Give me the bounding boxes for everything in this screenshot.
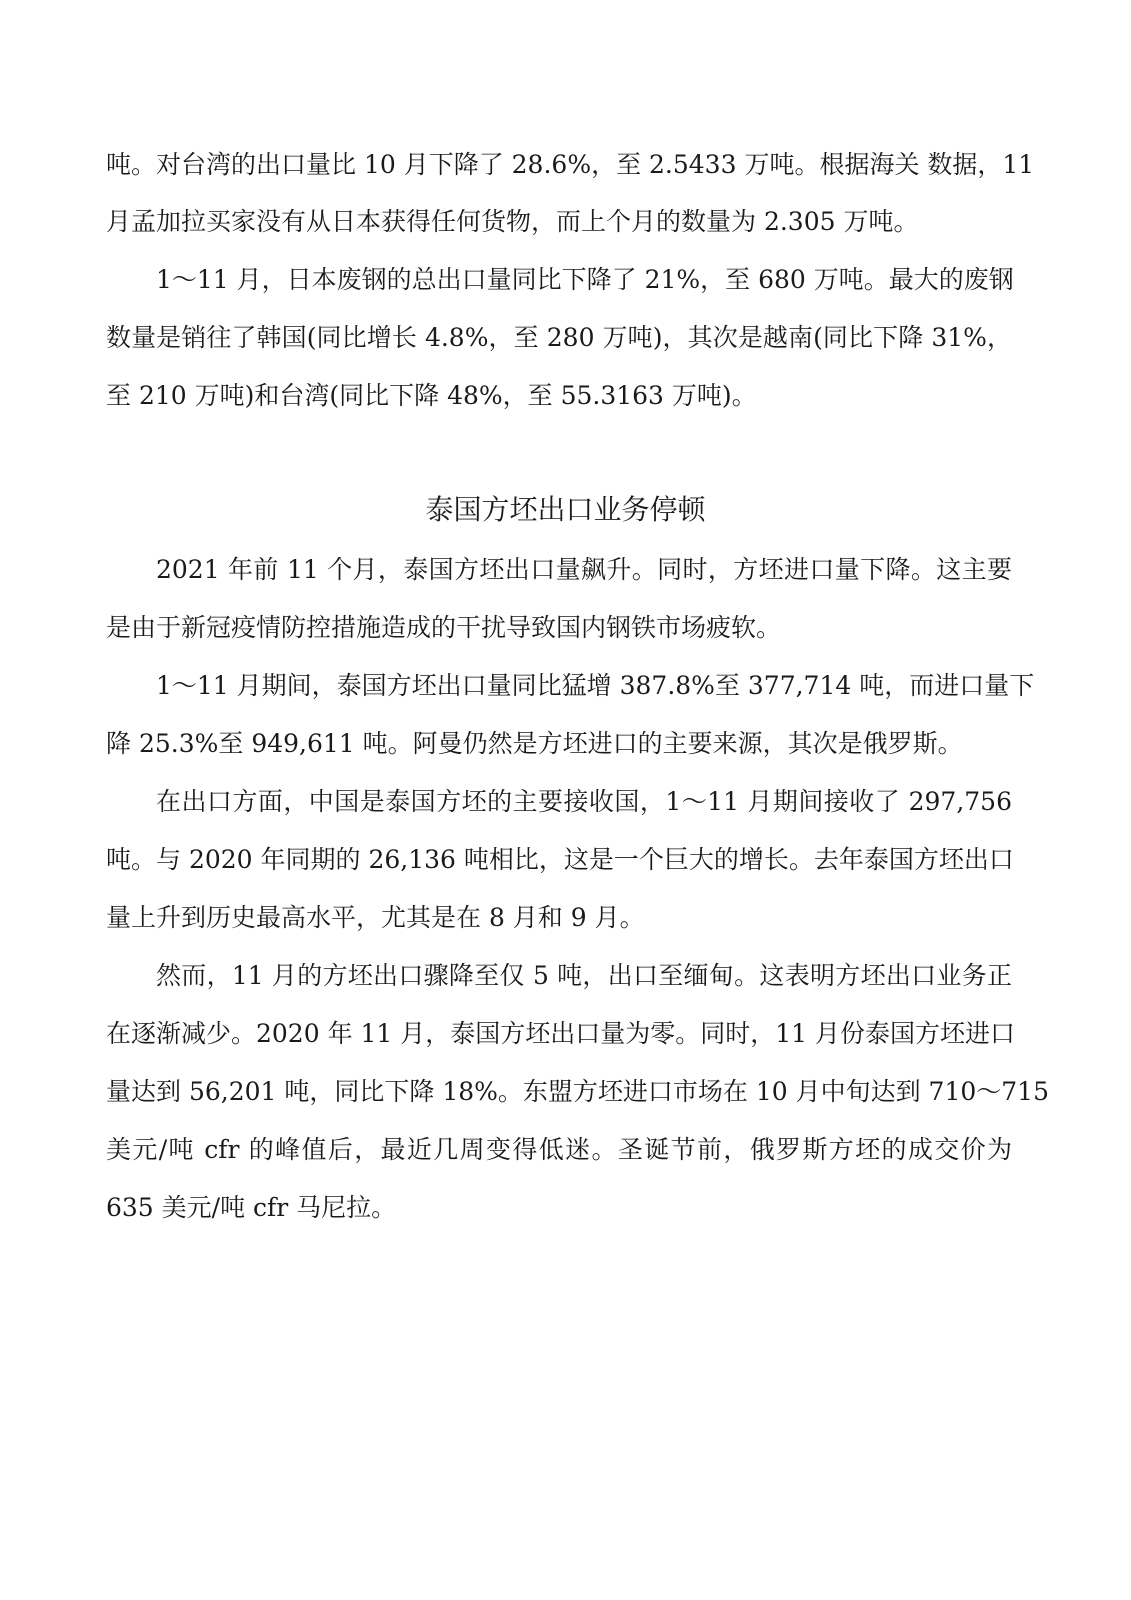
paragraph-line: 量上升到历史最高水平，尤其是在 8 月和 9 月。 [106,903,645,932]
paragraph-line: 在逐渐减少。2020 年 11 月，泰国方坯出口量为零。同时，11 月份泰国方坯进口 [106,1019,1016,1048]
paragraph-line: 1～11 月，日本废钢的总出口量同比下降了 21%，至 680 万吨。最大的废钢 [156,265,1014,294]
paragraph-line: 1～11 月期间，泰国方坯出口量同比猛增 387.8%至 377,714 吨，而进口量下 [156,671,1035,700]
paragraph-line: 数量是销往了韩国(同比增长 4.8%，至 280 万吨)，其次是越南(同比下降 31%， [106,323,1012,352]
paragraph-line: 量达到 56,201 吨，同比下降 18%。东盟方坯进口市场在 10 月中旬达到 710～715 [106,1077,1049,1106]
paragraph-line: 在出口方面，中国是泰国方坯的主要接收国，1～11 月期间接收了 297,756 [156,787,1012,816]
paragraph-line: 美元/吨 cfr 的峰值后，最近几周变得低迷。圣诞节前，俄罗斯方坯的成交价为 [106,1135,1012,1164]
paragraph-line: 2021 年前 11 个月，泰国方坯出口量飙升。同时，方坯进口量下降。这主要 [156,555,1012,584]
paragraph-line: 635 美元/吨 cfr 马尼拉。 [106,1193,397,1222]
paragraph-line: 降 25.3%至 949,611 吨。阿曼仍然是方坯进口的主要来源，其次是俄罗斯。 [106,729,963,758]
paragraph-line: 吨。与 2020 年同期的 26,136 吨相比，这是一个巨大的增长。去年泰国方坯出口 [106,845,1014,874]
paragraph-line: 然而，11 月的方坯出口骤降至仅 5 吨，出口至缅甸。这表明方坯出口业务正 [156,961,1012,990]
paragraph-line: 吨。对台湾的出口量比 10 月下降了 28.6%，至 2.5433 万吨。根据海关 数据，11 [106,150,1035,179]
paragraph-line: 是由于新冠疫情防控措施造成的干扰导致国内钢铁市场疲软。 [106,613,782,642]
article-title: 泰国方坯出口业务停顿 [425,493,706,526]
paragraph-line: 至 210 万吨)和台湾(同比下降 48%，至 55.3163 万吨)。 [106,381,757,410]
paragraph-line: 月孟加拉买家没有从日本获得任何货物，而上个月的数量为 2.305 万吨。 [106,207,919,236]
